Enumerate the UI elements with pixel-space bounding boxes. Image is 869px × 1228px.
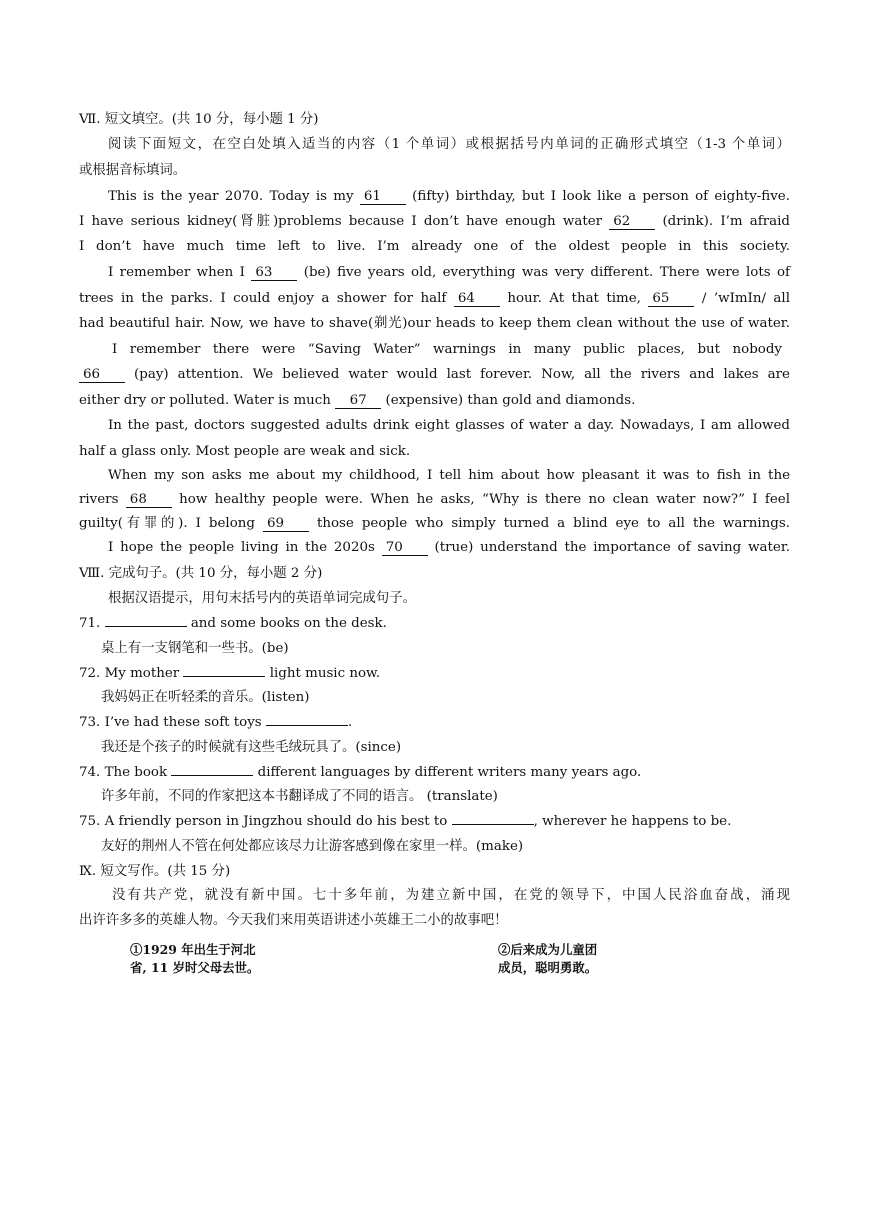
passage-line-2 (79, 213, 790, 230)
answer-blank-75[interactable] (452, 824, 534, 825)
sentence-text: The book (104, 765, 168, 780)
sentence-75 (79, 813, 790, 830)
sentence-text: different languages by different writers many years ago. (257, 765, 642, 780)
passage-text: I hope the people living in the 2020s (108, 540, 375, 555)
story-box-1 (130, 941, 259, 977)
hint-72: 我妈妈正在听轻柔的音乐。(listen) (101, 690, 310, 705)
answer-blank-74[interactable] (171, 775, 253, 776)
sentence-74 (79, 764, 790, 781)
sentence-number: 71. (79, 616, 101, 631)
section-9-title: Ⅸ. 短文写作。(共 15 分) (79, 864, 231, 879)
passage-line-11: half a glass only. Most people are weak and sick. (79, 444, 411, 459)
passage-line-5 (79, 290, 790, 307)
story-box-2 (498, 941, 597, 977)
passage-line-10: In the past, doctors suggested adults drink eight glasses of water a day. Nowadays, I am allowed (108, 418, 790, 433)
hint-75: 友好的荆州人不管在何处都应该尽力让游客感到像在家里一样。(make) (101, 839, 524, 854)
sentence-number: 73. (79, 715, 101, 730)
story-box-1-line-2: 省, 11 岁时父母去世。 (130, 960, 260, 975)
blank-65[interactable]: 65 (648, 292, 694, 307)
blank-63[interactable]: 63 (251, 266, 297, 281)
section-8-title: Ⅷ. 完成句子。(共 10 分，每小题 2 分) (79, 566, 323, 581)
passage-line-12: When my son asks me about my childhood, I tell him about how pleasant it was to fish in the (108, 468, 790, 483)
passage-text: I have serious kidney(肾脏)problems because I don’t have enough water (79, 214, 603, 229)
sentence-text: , wherever he happens to be. (533, 814, 732, 829)
passage-line-14 (79, 515, 790, 532)
story-box-2-line-2: 成员，聪明勇敢。 (498, 960, 598, 975)
passage-text: (fifty) birthday, but I look like a person of eighty-five. (412, 189, 790, 204)
passage-text: This is the year 2070. Today is my (108, 189, 354, 204)
blank-66[interactable]: 66 (79, 368, 125, 383)
passage-line-15 (108, 539, 790, 556)
passage-text: those people who simply turned a blind eye to all the warnings. (316, 516, 790, 531)
sentence-number: 75. (79, 814, 101, 829)
passage-text: guilty(有罪的). I belong (79, 516, 255, 531)
section-7-title: Ⅶ. 短文填空。(共 10 分，每小题 1 分) (79, 112, 319, 127)
passage-line-3: I don’t have much time left to live. I’m already one of the oldest people in this society. (79, 239, 790, 254)
sentence-number: 72. (79, 666, 101, 681)
passage-line-9 (79, 392, 790, 409)
passage-line-13 (79, 491, 790, 508)
passage-text: rivers (79, 492, 119, 507)
sentence-number: 74. (79, 765, 101, 780)
hint-73: 我还是个孩子的时候就有这些毛绒玩具了。(since) (101, 740, 402, 755)
passage-line-4 (108, 264, 790, 281)
passage-text: (drink). I’m afraid (662, 214, 790, 229)
section-8-instruction: 根据汉语提示，用句末括号内的英语单词完成句子。 (108, 591, 416, 606)
hint-74: 许多年前，不同的作家把这本书翻译成了不同的语言。 (translate) (101, 789, 498, 804)
section-9-intro-1: 没有共产党，就没有新中国。七十多年前，为建立新中国，在党的领导下，中国人民浴血奋战，涌现 (112, 888, 790, 903)
blank-67[interactable]: 67 (335, 394, 381, 409)
sentence-text: My mother (104, 666, 180, 681)
blank-69[interactable]: 69 (263, 517, 309, 532)
section-7-instruction-1: 阅读下面短文，在空白处填入适当的内容（1 个单词）或根据括号内单词的正确形式填空（1-3 个单词） (108, 137, 790, 152)
sentence-text: light music now. (269, 666, 381, 681)
passage-text: hour. At that time, (507, 291, 641, 306)
passage-line-7: I remember there were “Saving Water” warnings in many public places, but nobody (112, 342, 782, 357)
passage-text: (pay) attention. We believed water would last forever. Now, all the rivers and lakes are (134, 367, 790, 382)
passage-text: how healthy people were. When he asks, “Why is there no clean water now?” I feel (179, 492, 790, 507)
answer-blank-73[interactable] (266, 725, 348, 726)
sentence-71 (79, 615, 790, 632)
passage-text: trees in the parks. I could enjoy a shower for half (79, 291, 447, 306)
section-7-instruction-2: 或根据音标填词。 (79, 163, 187, 178)
sentence-text: . (347, 715, 353, 730)
sentence-text: A friendly person in Jingzhou should do his best to (104, 814, 448, 829)
passage-text: I remember when I (108, 265, 245, 280)
passage-text: (true) understand the importance of saving water. (434, 540, 791, 555)
section-9-intro-2: 出许许多多的英雄人物。今天我们来用英语讲述小英雄王二小的故事吧！ (79, 913, 508, 928)
hint-71: 桌上有一支钢笔和一些书。(be) (101, 641, 289, 656)
passage-text: (be) five years old, everything was very different. There were lots of (303, 265, 790, 280)
passage-line-6: had beautiful hair. Now, we have to shave(剃光)our heads to keep them clean without the use of water. (79, 316, 790, 331)
passage-line-8 (79, 366, 790, 383)
story-box-1-line-1: ①1929 年出生于河北 (130, 942, 256, 957)
answer-blank-72[interactable] (183, 676, 265, 677)
passage-text: / ’wImIn/ all (701, 291, 790, 306)
sentence-72 (79, 665, 790, 682)
blank-62[interactable]: 62 (609, 215, 655, 230)
sentence-text: I’ve had these soft toys (104, 715, 262, 730)
blank-64[interactable]: 64 (454, 292, 500, 307)
sentence-text: and some books on the desk. (190, 616, 387, 631)
blank-61[interactable]: 61 (360, 190, 406, 205)
passage-line-1 (108, 188, 790, 205)
story-box-2-line-1: ②后来成为儿童团 (498, 942, 598, 957)
sentence-73 (79, 714, 790, 731)
blank-70[interactable]: 70 (382, 541, 428, 556)
answer-blank-71[interactable] (105, 626, 187, 627)
passage-text: either dry or polluted. Water is much (79, 393, 331, 408)
passage-text: (expensive) than gold and diamonds. (385, 393, 636, 408)
blank-68[interactable]: 68 (126, 493, 172, 508)
